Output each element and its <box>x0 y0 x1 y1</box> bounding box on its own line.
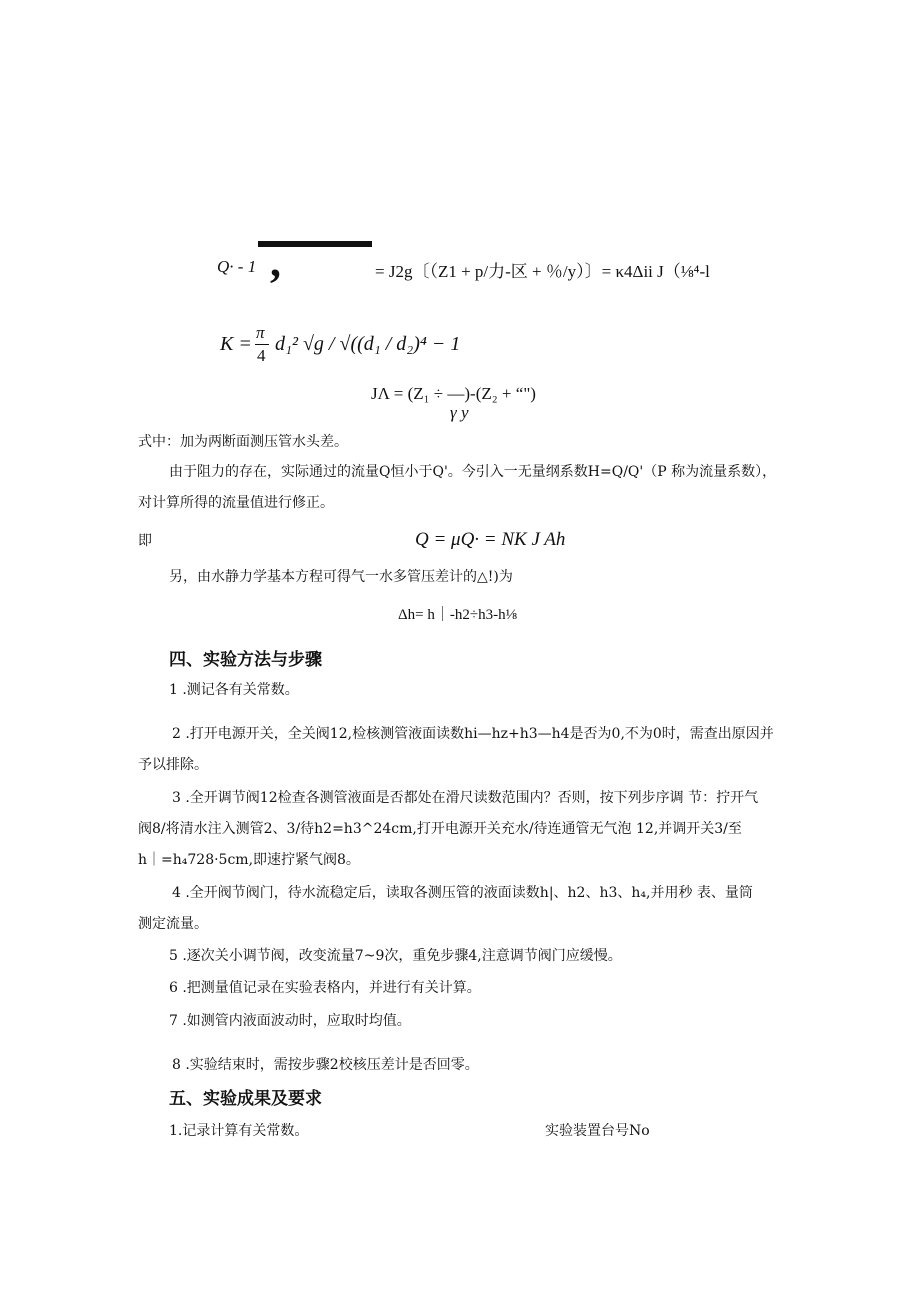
section-5-heading: 五、实验成果及要求 <box>169 1089 322 1109</box>
step-7: 7 .如测管内液面波动时，应取时均值。 <box>169 1013 411 1029</box>
step-2-line1: 2 .打开电源开关，全关阀12,检核测管液面读数hi—hz+h3—h4是否为0,不为0时，需查出原因并 <box>172 726 774 742</box>
step-6: 6 .把测量值记录在实验表格内，并进行有关计算。 <box>169 980 481 996</box>
device-number-label: 实验装置台号No <box>545 1123 650 1139</box>
step-3-line1: 3 .全开调节阀12检查各测管液面是否都处在滑尺读数范围内？否则，按下列步序调 节：拧开气 <box>172 790 759 806</box>
formula-1-comma: , <box>270 237 281 286</box>
step-3-line3: h｜=h₄728·5cm,即速拧紧气阀8。 <box>138 852 360 868</box>
result-item-1: 1.记录计算有关常数。 <box>169 1123 309 1139</box>
step-4-line2: 测定流量。 <box>138 916 208 932</box>
formula-2-lhs: K = <box>220 333 252 355</box>
section-4-heading: 四、实验方法与步骤 <box>169 650 322 670</box>
formula-4-expr: Q = μQ· = NK J Ah <box>415 529 566 550</box>
step-5: 5 .逐次关小调节阀，改变流量7~9次，重免步骤4,注意调节阀门应缓慢。 <box>169 948 622 964</box>
step-3-line2: 阀8/将清水注入测管2、3/待h2=h3^24cm,打开电源开关充水/待连通管无气泡 12,并调开关3/至 <box>138 821 742 837</box>
step-4-line1: 4 .全开阀节阀门，待水流稳定后，读取各测压管的液面读数h|、h2、h3、h₄,并用秒 表、量筒 <box>172 885 753 901</box>
formula-2-frac-num: π <box>256 323 265 342</box>
formula-3-bottom: γ y <box>450 403 469 422</box>
formula-2-rhs: d₁² √g / √((d₁ / d₂)⁴ − 1 <box>275 333 461 355</box>
formula-3-top: JΛ = (Z₁ ÷ —)-(Z₂ + “") <box>371 384 536 403</box>
step-1: 1 .测记各有关常数。 <box>169 682 299 698</box>
paragraph-flow-line2: 对计算所得的流量值进行修正。 <box>138 495 334 511</box>
step-2-line2: 予以排除。 <box>138 757 208 773</box>
formula-2-frac-line <box>255 344 269 345</box>
step-8: 8 .实验结束时，需按步骤2校核压差计是否回零。 <box>172 1057 479 1073</box>
paragraph-manometer: 另，由水静力学基本方程可得气一水多管压差计的△!)为 <box>169 569 513 585</box>
formula-5-expr: Δh= h｜-h2÷h3-h⅛ <box>398 607 517 623</box>
formula-2-frac-den: 4 <box>257 346 266 365</box>
paragraph-where: 式中：加为两断面测压管水头差。 <box>138 434 348 450</box>
formula-1-left: Q· - 1 <box>217 257 257 276</box>
formula-4-label: 即 <box>138 533 152 549</box>
formula-1-right: = J2g〔（Z1 + p/力-区 + ％/y）〕= κ4Δii J（⅛⁴-l <box>375 262 710 281</box>
paragraph-flow-line1: 由于阻力的存在，实际通过的流量Q恒小于Q'。今引入一无量纲系数H=Q/Q'（P 称为流量系数）， <box>169 464 777 480</box>
